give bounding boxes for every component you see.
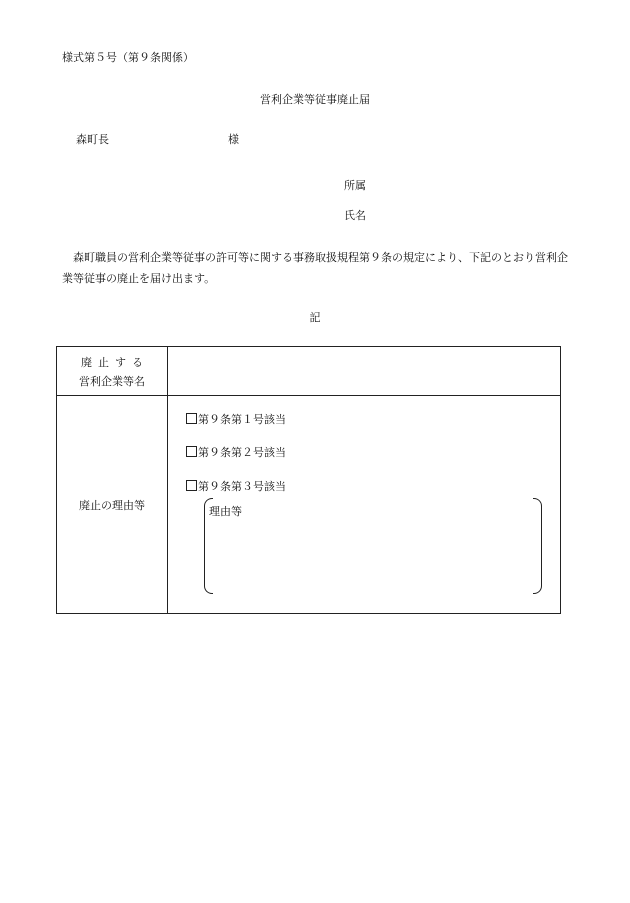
row-divider (57, 395, 560, 396)
company-name-label-line1: 廃止する (81, 356, 149, 369)
affiliation-label: 所属 (344, 179, 366, 192)
checkbox-icon[interactable] (186, 413, 197, 424)
reason-row-label: 廃止の理由等 (79, 499, 145, 512)
company-name-label (57, 353, 167, 391)
form-number: 様式第５号（第９条関係） (62, 51, 194, 64)
name-label: 氏名 (344, 209, 366, 222)
form-table (56, 346, 561, 614)
reason-label: 理由等 (209, 505, 242, 518)
option-label: 第９条第３号該当 (198, 480, 286, 493)
checkbox-icon[interactable] (186, 480, 197, 491)
option-article9-item1[interactable] (186, 411, 286, 427)
addressee-honorific: 様 (228, 133, 239, 146)
ki-heading: 記 (309, 311, 321, 324)
addressee-name: 森町長 (76, 133, 109, 146)
option-label: 第９条第２号該当 (198, 446, 286, 459)
document-title: 営利企業等従事廃止届 (260, 93, 370, 106)
option-label: 第９条第１号該当 (198, 413, 286, 426)
column-divider (167, 347, 168, 613)
right-bracket (533, 498, 542, 594)
body-paragraph (62, 247, 574, 289)
checkbox-icon[interactable] (186, 446, 197, 457)
company-name-label-line2: 営利企業等名 (79, 375, 145, 388)
reason-field[interactable] (204, 498, 542, 594)
option-article9-item3[interactable] (186, 478, 286, 494)
body-text: 森町職員の営利企業等従事の許可等に関する事務取扱規程第９条の規定により、下記のとおり営利企業等従事の廃止を届け出ます。 (62, 251, 568, 285)
option-article9-item2[interactable] (186, 444, 286, 460)
